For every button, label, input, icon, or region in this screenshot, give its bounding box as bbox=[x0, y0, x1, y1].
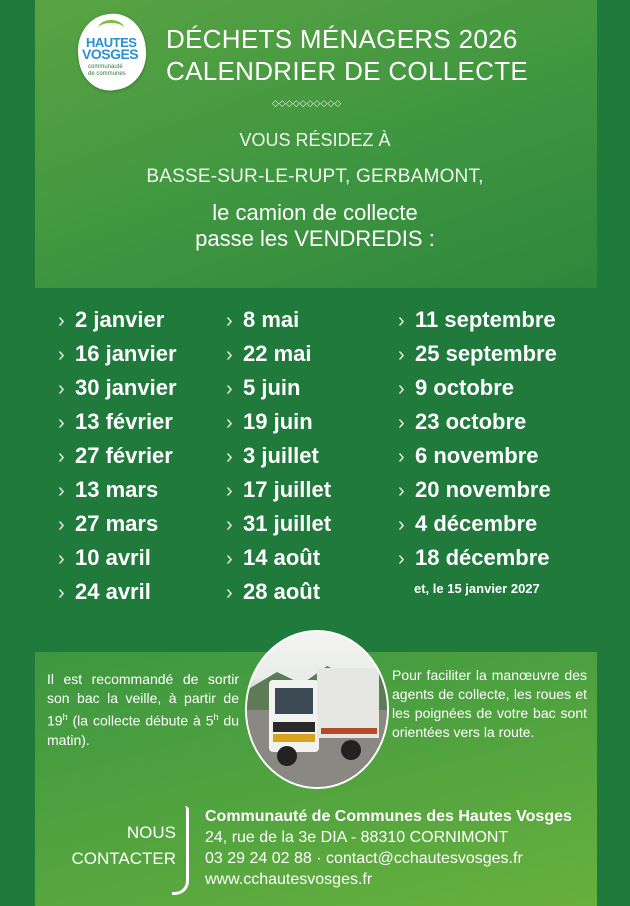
collection-date bbox=[398, 339, 557, 373]
chevron-right-icon: › bbox=[58, 446, 65, 468]
collection-date bbox=[58, 543, 177, 577]
collection-date bbox=[226, 305, 331, 339]
date-label: 20 novembre bbox=[415, 477, 551, 502]
chevron-right-icon: › bbox=[58, 480, 65, 502]
date-label: 30 janvier bbox=[75, 375, 177, 400]
residence-label: VOUS RÉSIDEZ À bbox=[239, 130, 391, 150]
date-label: 10 avril bbox=[75, 545, 151, 570]
chevron-right-icon: › bbox=[226, 446, 233, 468]
date-label: 14 août bbox=[243, 545, 321, 570]
page-subtitle: CALENDRIER DE COLLECTE bbox=[166, 56, 529, 86]
chevron-right-icon: › bbox=[226, 412, 233, 434]
chevron-right-icon: › bbox=[58, 514, 65, 536]
collection-date bbox=[226, 407, 331, 441]
dates-column-1 bbox=[58, 305, 177, 611]
chevron-right-icon: › bbox=[226, 514, 233, 536]
collection-date bbox=[226, 543, 331, 577]
date-label: 13 mars bbox=[75, 477, 159, 502]
date-label: 27 février bbox=[75, 443, 173, 468]
date-label: 17 juillet bbox=[243, 477, 332, 502]
collection-date bbox=[58, 339, 177, 373]
collection-date bbox=[226, 339, 331, 373]
date-label: 11 septembre bbox=[415, 307, 556, 332]
chevron-right-icon: › bbox=[58, 310, 65, 332]
date-label: 19 juin bbox=[243, 409, 313, 434]
date-label: 9 octobre bbox=[415, 375, 515, 400]
date-label: 2 janvier bbox=[75, 307, 165, 332]
contact-label-line2: CONTACTER bbox=[71, 849, 176, 868]
logo-line1: HAUTES bbox=[86, 35, 137, 50]
ornament-divider: ◇◇◇◇◇◇◇◇◇◇ bbox=[272, 98, 342, 108]
contact-label-line1: NOUS bbox=[126, 823, 176, 842]
truck-line-1: le camion de collecte bbox=[212, 200, 418, 225]
organization-name: Communauté de Communes des Hautes Vosges bbox=[205, 808, 572, 825]
collection-date bbox=[398, 441, 557, 475]
date-label: 25 septembre bbox=[415, 341, 557, 366]
date-label: 5 juin bbox=[243, 375, 301, 400]
logo-line4: de communes bbox=[88, 71, 126, 77]
collection-day-text bbox=[95, 200, 535, 252]
dates-column-3 bbox=[398, 305, 557, 577]
collection-date bbox=[226, 577, 331, 611]
date-label: 31 juillet bbox=[243, 511, 332, 536]
collection-date bbox=[398, 373, 557, 407]
chevron-right-icon: › bbox=[58, 582, 65, 604]
phone-email-line[interactable]: 03 29 24 02 88 · contact@cchautesvosges.fr bbox=[205, 850, 523, 867]
extra-date-note: et, le 15 janvier 2027 bbox=[414, 581, 540, 596]
date-label: 28 août bbox=[243, 579, 321, 604]
chevron-right-icon: › bbox=[398, 514, 405, 536]
collection-date bbox=[226, 441, 331, 475]
truck-line-2: passe les VENDREDIS : bbox=[195, 226, 435, 251]
date-label: 16 janvier bbox=[75, 341, 177, 366]
brace-divider bbox=[172, 806, 189, 895]
chevron-right-icon: › bbox=[398, 412, 405, 434]
chevron-right-icon: › bbox=[226, 480, 233, 502]
contact-details bbox=[205, 806, 572, 890]
page-title: DÉCHETS MÉNAGERS 2026 bbox=[166, 24, 518, 54]
collection-date bbox=[58, 305, 177, 339]
chevron-right-icon: › bbox=[226, 378, 233, 400]
chevron-right-icon: › bbox=[226, 344, 233, 366]
logo-line2: VOSGES bbox=[82, 46, 139, 62]
chevron-right-icon: › bbox=[226, 310, 233, 332]
date-label: 18 décembre bbox=[415, 545, 550, 570]
chevron-right-icon: › bbox=[398, 548, 405, 570]
chevron-right-icon: › bbox=[398, 310, 405, 332]
collection-date bbox=[398, 509, 557, 543]
towns-list: BASSE-SUR-LE-RUPT, GERBAMONT, bbox=[146, 166, 484, 187]
collection-date bbox=[58, 509, 177, 543]
dates-column-2 bbox=[226, 305, 331, 611]
truck-icon bbox=[247, 632, 387, 787]
chevron-right-icon: › bbox=[58, 548, 65, 570]
collection-date bbox=[58, 577, 177, 611]
date-label: 3 juillet bbox=[243, 443, 319, 468]
chevron-right-icon: › bbox=[398, 446, 405, 468]
date-label: 4 décembre bbox=[415, 511, 538, 536]
logo-line3: communauté bbox=[88, 64, 123, 70]
chevron-right-icon: › bbox=[398, 480, 405, 502]
chevron-right-icon: › bbox=[398, 344, 405, 366]
collection-date bbox=[58, 407, 177, 441]
chevron-right-icon: › bbox=[58, 344, 65, 366]
date-label: 6 novembre bbox=[415, 443, 539, 468]
collection-date bbox=[398, 543, 557, 577]
collection-date bbox=[226, 475, 331, 509]
contact-heading bbox=[70, 820, 176, 872]
collection-date bbox=[58, 373, 177, 407]
chevron-right-icon: › bbox=[226, 548, 233, 570]
hautes-vosges-logo bbox=[73, 10, 151, 95]
collection-date bbox=[398, 407, 557, 441]
tip-bin-orientation: Pour faciliter la manœuvre des agents de collecte, les roues et les poignées de votre bac sont orientées vers la route. bbox=[392, 667, 587, 740]
date-label: 8 mai bbox=[243, 307, 300, 332]
collection-date bbox=[58, 475, 177, 509]
collection-date bbox=[398, 305, 557, 339]
collection-truck-photo bbox=[245, 630, 389, 789]
date-label: 23 octobre bbox=[415, 409, 527, 434]
date-label: 13 février bbox=[75, 409, 173, 434]
chevron-right-icon: › bbox=[398, 378, 405, 400]
collection-date bbox=[226, 373, 331, 407]
postal-address: 24, rue de la 3e DIA - 88310 CORNIMONT bbox=[205, 829, 509, 846]
chevron-right-icon: › bbox=[58, 378, 65, 400]
collection-date bbox=[58, 441, 177, 475]
chevron-right-icon: › bbox=[226, 582, 233, 604]
website-link[interactable]: www.cchautesvosges.fr bbox=[205, 871, 373, 888]
tip-bin-timing: Il est recommandé de sortir son bac la veille, à partir de 19$^h$ (la collecte débute à 5$^h$ du matin). bbox=[47, 671, 240, 748]
date-label: 22 mai bbox=[243, 341, 312, 366]
chevron-right-icon: › bbox=[58, 412, 65, 434]
date-label: 27 mars bbox=[75, 511, 159, 536]
collection-date bbox=[226, 509, 331, 543]
date-label: 24 avril bbox=[75, 579, 151, 604]
collection-date bbox=[398, 475, 557, 509]
